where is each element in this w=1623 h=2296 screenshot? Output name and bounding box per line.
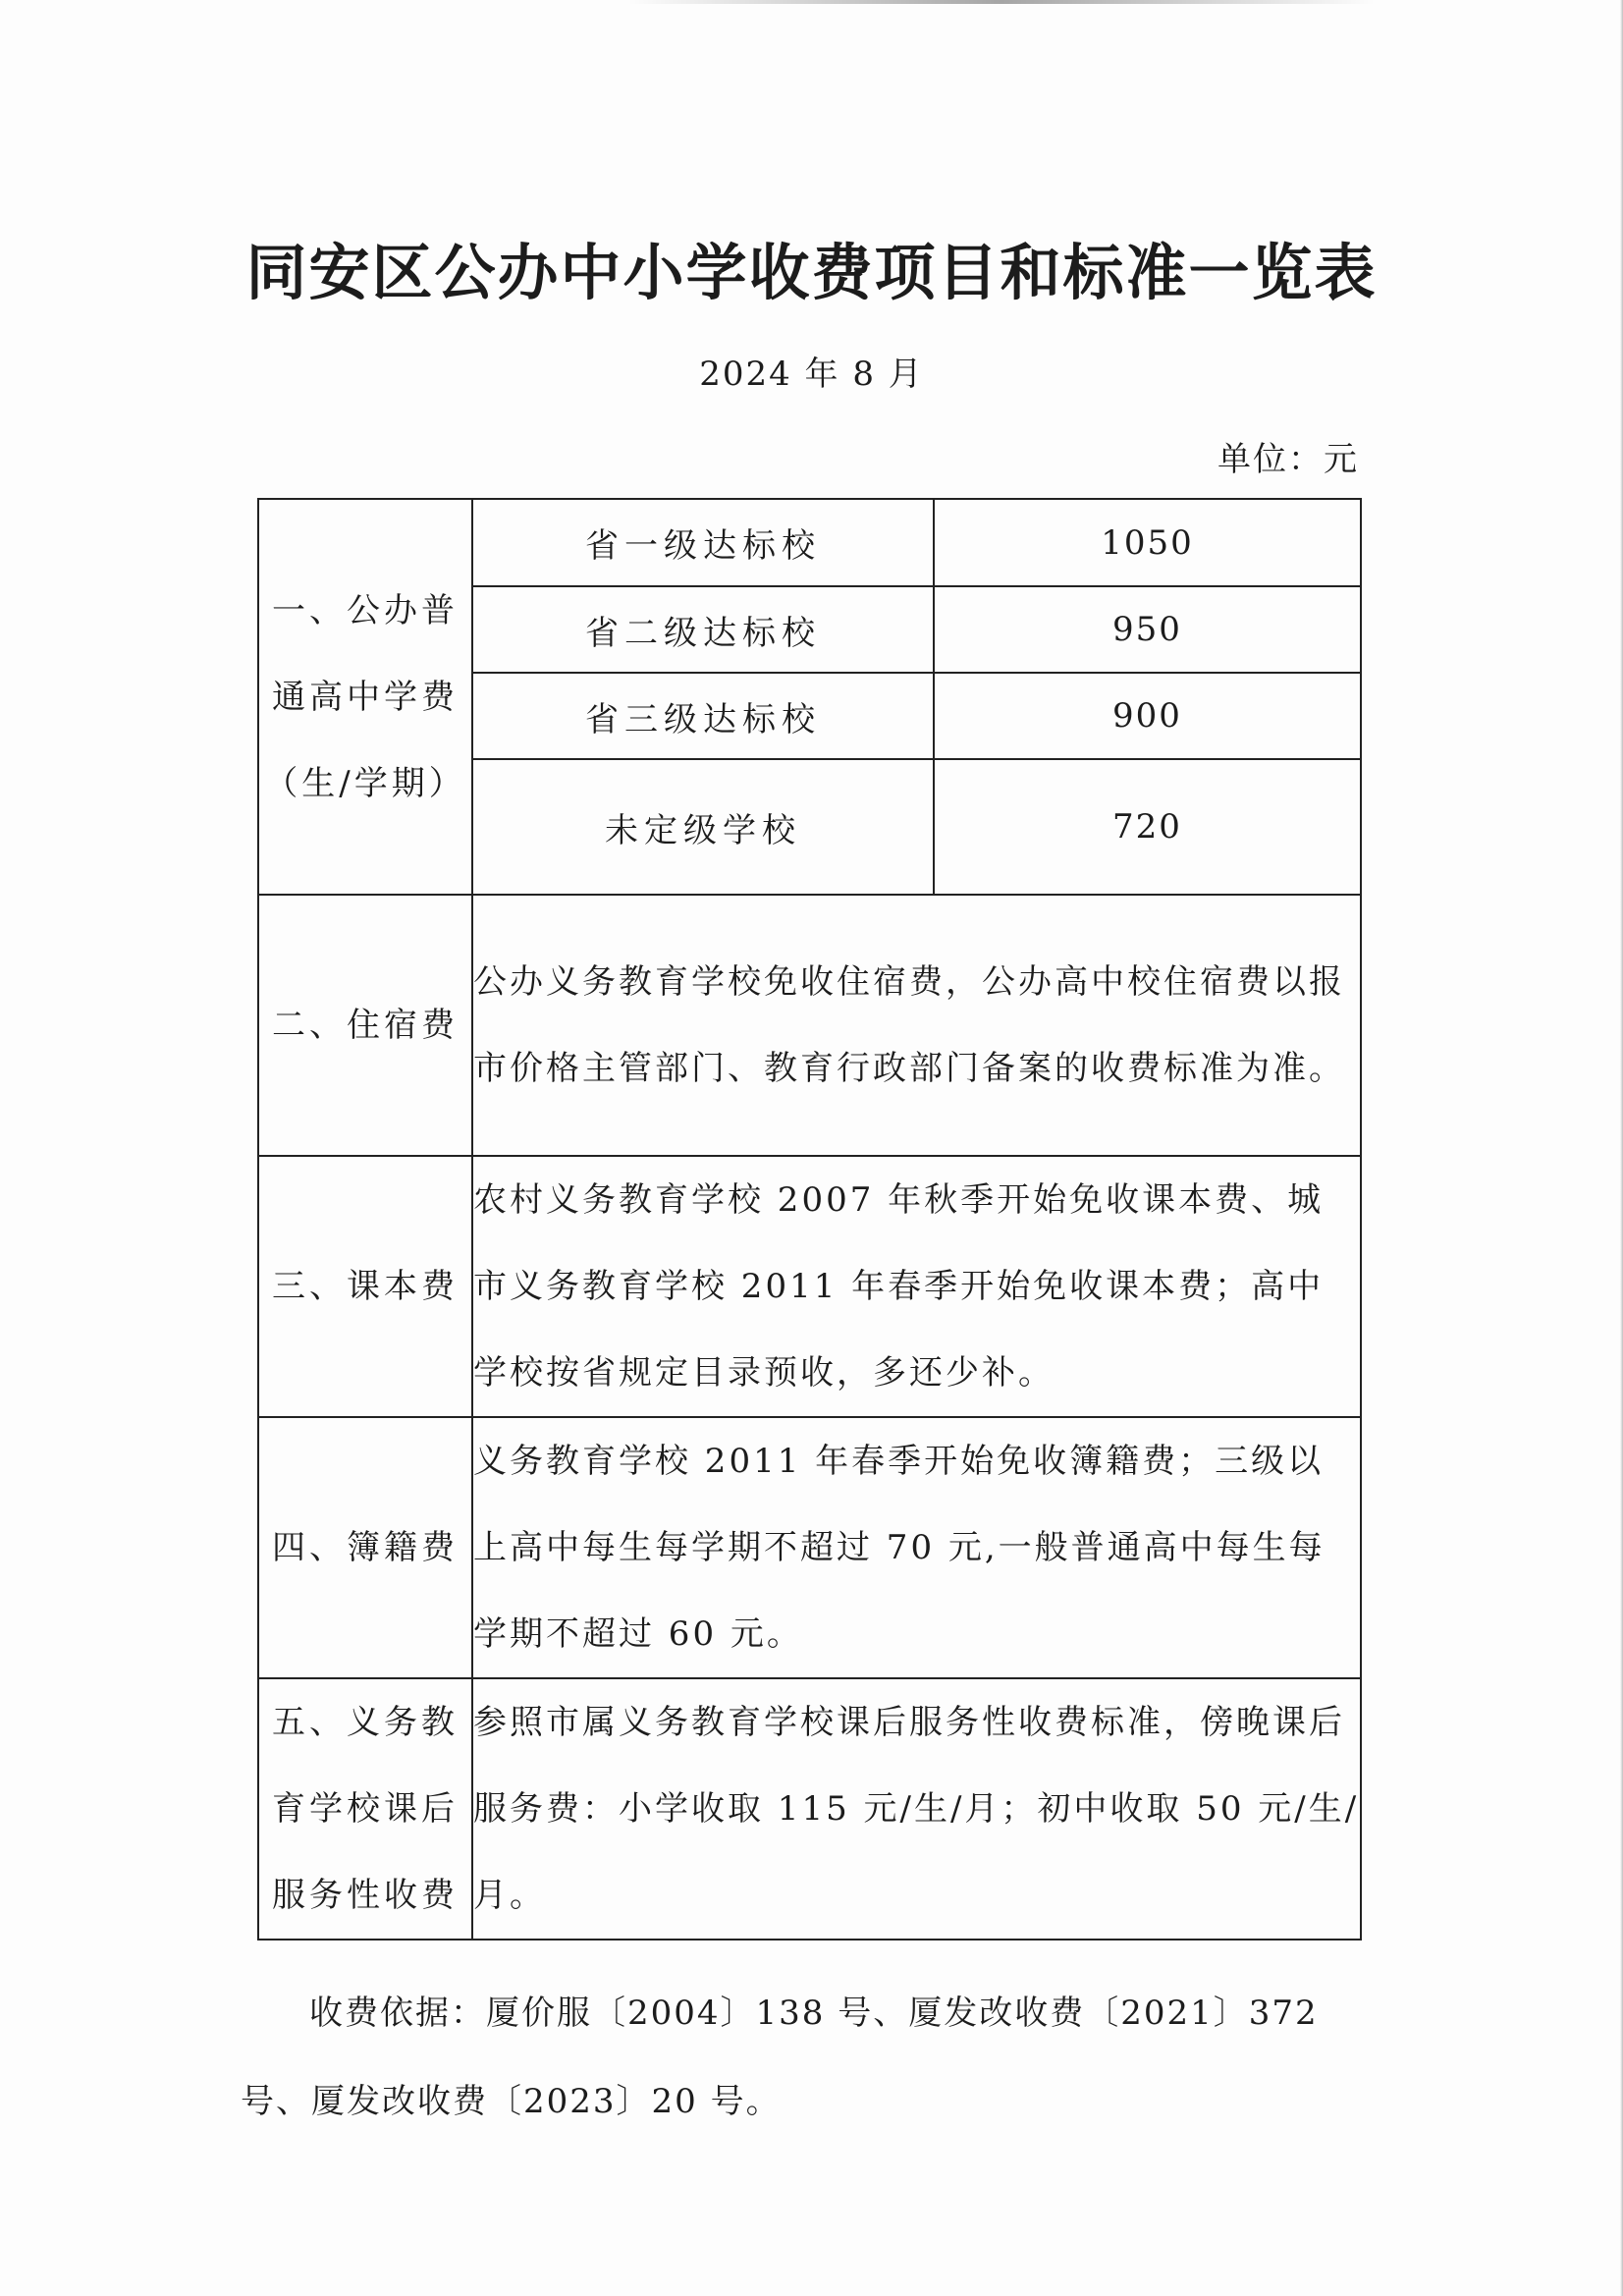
description-cell: 公办义务教育学校免收住宿费，公办高中校住宿费以报市价格主管部门、教育行政部门备案的收费标准为准。 [472, 895, 1361, 1156]
category-after-school: 五、义务教育学校课后服务性收费 [258, 1678, 472, 1940]
level-cell: 省一级达标校 [472, 499, 934, 586]
description-cell: 参照市属义务教育学校课后服务性收费标准，傍晚课后服务费：小学收取 115 元/生/月；初中收取 50 元/生/月。 [472, 1678, 1361, 1940]
fee-basis-note: 收费依据：厦价服〔2004〕138 号、厦发改收费〔2021〕372 号、厦发改收费〔2023〕20 号。 [241, 1994, 1319, 2121]
table-row [258, 1156, 1361, 1417]
document-title: 同安区公办中小学收费项目和标准一览表 [245, 237, 1378, 308]
amount-cell: 720 [934, 759, 1361, 895]
description-cell: 义务教育学校 2011 年春季开始免收簿籍费；三级以上高中每生每学期不超过 70 元,一般普通高中每生每学期不超过 60 元。 [472, 1417, 1361, 1678]
level-cell: 未定级学校 [472, 759, 934, 895]
scan-edge-top [628, 0, 1375, 4]
table-row [258, 1678, 1361, 1940]
document-date: 2024 年 8 月 [699, 355, 924, 394]
unit-label: 单位：元 [1217, 440, 1359, 479]
level-cell: 省二级达标校 [472, 586, 934, 673]
level-cell: 省三级达标校 [472, 673, 934, 759]
table-row [258, 1417, 1361, 1678]
amount-cell: 900 [934, 673, 1361, 759]
category-accommodation: 二、住宿费 [258, 895, 472, 1156]
table-row [258, 499, 1361, 586]
category-workbook: 四、簿籍费 [258, 1417, 472, 1678]
amount-cell: 1050 [934, 499, 1361, 586]
table-row [258, 895, 1361, 1156]
category-textbook: 三、课本费 [258, 1156, 472, 1417]
amount-cell: 950 [934, 586, 1361, 673]
description-cell: 农村义务教育学校 2007 年秋季开始免收课本费、城市义务教育学校 2011 年春季开始免收课本费；高中学校按省规定目录预收，多还少补。 [472, 1156, 1361, 1417]
category-high-school-tuition: 一、公办普通高中学费（生/学期） [258, 499, 472, 895]
fee-table [257, 498, 1362, 1941]
